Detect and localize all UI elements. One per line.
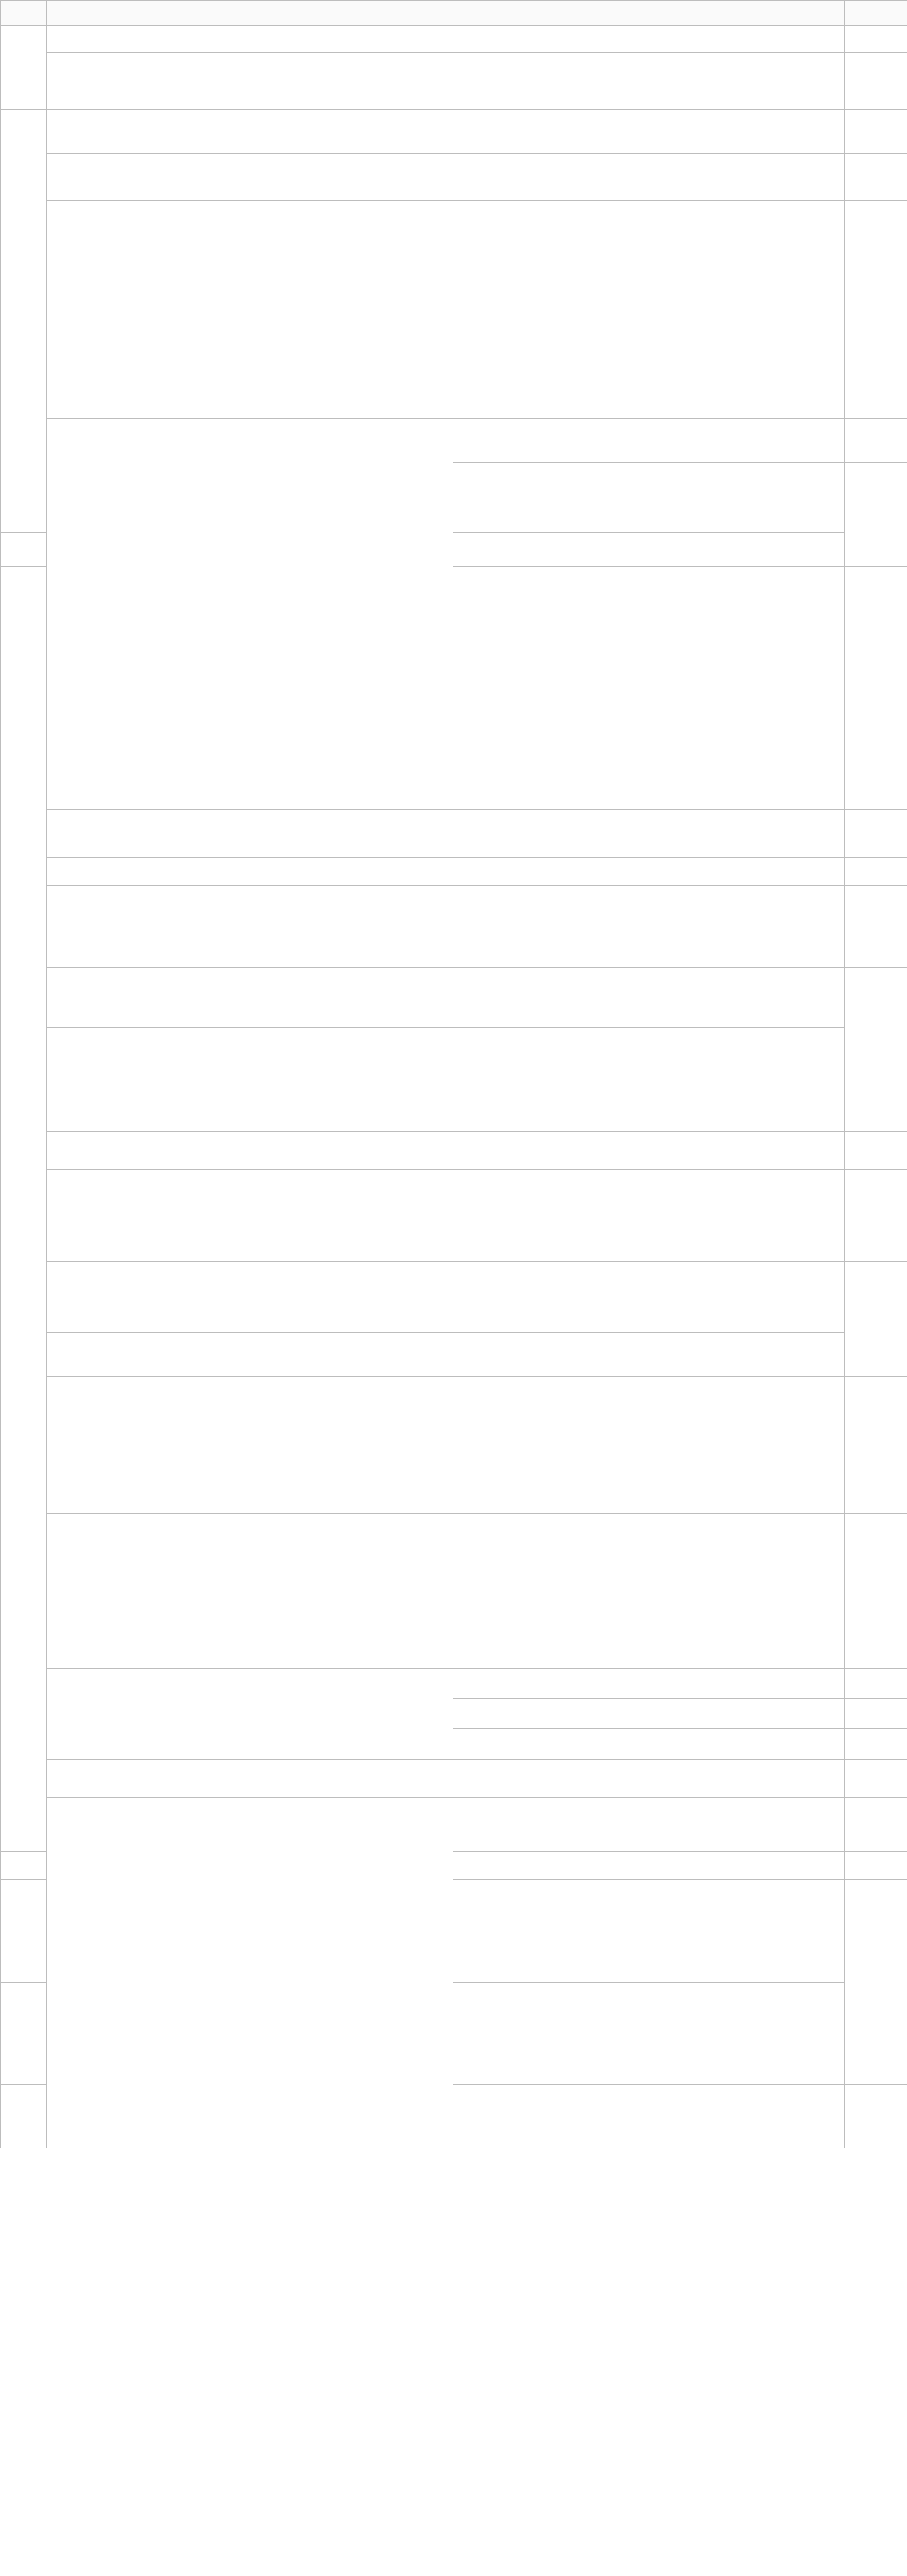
old-provision-cell — [1, 499, 47, 533]
category-cell — [1, 110, 47, 499]
table-row — [1, 154, 907, 201]
old-provision-cell — [47, 201, 454, 419]
table-row — [1, 858, 907, 886]
new-provision-cell — [454, 533, 845, 567]
change-type-cell — [845, 2085, 907, 2118]
category-cell — [47, 1760, 454, 1798]
new-provision-cell — [454, 1852, 845, 1880]
table-row — [1, 968, 907, 1028]
new-provision-cell — [454, 1377, 845, 1514]
old-provision-cell — [454, 419, 845, 463]
header-current-revision — [454, 1, 845, 26]
table-row — [1, 1333, 907, 1377]
category-cell — [1, 630, 47, 1852]
change-type-cell — [845, 1170, 907, 1262]
old-provision-cell — [47, 671, 454, 701]
table-row — [1, 1262, 907, 1333]
table-row — [1, 886, 907, 968]
table-row — [1, 1669, 907, 1699]
table-row — [1, 810, 907, 858]
table-row — [1, 780, 907, 810]
change-type-cell — [845, 858, 907, 886]
change-type-cell — [845, 154, 907, 201]
old-provision-cell — [454, 463, 845, 499]
change-type-cell — [845, 1880, 907, 2085]
new-provision-cell — [454, 110, 845, 154]
change-type-cell — [845, 1852, 907, 1880]
old-provision-cell — [454, 1699, 845, 1729]
change-type-cell — [845, 567, 907, 630]
change-type-cell — [845, 499, 907, 567]
change-type-cell — [845, 1377, 907, 1514]
old-provision-cell — [47, 1056, 454, 1132]
old-provision-cell — [454, 1798, 845, 1852]
table-row — [1, 2118, 907, 2148]
old-provision-cell — [47, 1132, 454, 1170]
change-type-cell — [845, 201, 907, 419]
change-type-cell — [845, 53, 907, 110]
change-type-cell — [845, 2118, 907, 2148]
header-row — [1, 1, 907, 26]
old-provision-cell — [1, 1983, 47, 2085]
table-row — [1, 671, 907, 701]
change-type-cell — [845, 701, 907, 780]
new-provision-cell — [845, 1729, 907, 1760]
new-provision-cell — [454, 1514, 845, 1669]
new-provision-cell — [845, 630, 907, 671]
new-provision-cell — [454, 26, 845, 53]
change-type-cell — [845, 1056, 907, 1132]
old-provision-cell — [47, 886, 454, 968]
old-provision-cell — [1, 1880, 47, 1983]
new-provision-cell — [454, 1056, 845, 1132]
new-provision-cell — [845, 1699, 907, 1729]
new-provision-cell — [454, 1028, 845, 1056]
old-provision-cell — [47, 53, 454, 110]
new-provision-cell — [454, 858, 845, 886]
header-category — [1, 1, 47, 26]
change-type-cell — [845, 1132, 907, 1170]
old-provision-cell — [47, 154, 454, 201]
table-row — [1, 1170, 907, 1262]
old-provision-cell — [1, 533, 47, 567]
new-provision-cell — [454, 1983, 845, 2085]
category-cell — [1, 26, 47, 110]
old-provision-cell — [47, 780, 454, 810]
change-type-cell — [845, 968, 907, 1056]
old-provision-cell — [454, 630, 845, 671]
old-provision-cell — [47, 110, 454, 154]
category-cell — [1, 2118, 47, 2148]
table-row — [1, 26, 907, 53]
old-provision-cell — [454, 1729, 845, 1760]
new-provision-cell — [454, 2085, 845, 2118]
old-provision-cell — [454, 1760, 845, 1798]
table-row — [1, 53, 907, 110]
new-provision-cell — [454, 701, 845, 780]
table-row — [1, 1798, 907, 1852]
table-row — [1, 1760, 907, 1798]
old-provision-cell — [47, 701, 454, 780]
new-provision-cell — [454, 567, 845, 630]
table-row — [1, 1377, 907, 1514]
change-type-cell — [845, 26, 907, 53]
new-provision-cell — [454, 671, 845, 701]
change-type-cell — [845, 886, 907, 968]
change-type-cell — [845, 671, 907, 701]
old-provision-cell — [47, 1262, 454, 1333]
table-row — [1, 1028, 907, 1056]
new-provision-cell — [454, 1132, 845, 1170]
new-provision-cell — [454, 1880, 845, 1983]
old-provision-cell — [47, 1514, 454, 1669]
new-provision-cell — [454, 780, 845, 810]
change-type-cell — [845, 780, 907, 810]
new-provision-cell — [454, 499, 845, 533]
table-row — [1, 1056, 907, 1132]
category-cell — [47, 1798, 454, 2118]
new-provision-cell — [454, 2118, 845, 2148]
table-row — [1, 110, 907, 154]
new-provision-cell — [454, 1262, 845, 1333]
new-provision-cell — [454, 201, 845, 419]
table-row — [1, 1132, 907, 1170]
change-type-cell — [845, 1514, 907, 1669]
new-provision-cell — [454, 968, 845, 1028]
new-provision-cell — [454, 886, 845, 968]
new-provision-cell — [454, 154, 845, 201]
old-provision-cell — [47, 858, 454, 886]
new-provision-cell — [454, 810, 845, 858]
old-provision-cell — [47, 1170, 454, 1262]
old-provision-cell — [47, 1333, 454, 1377]
category-cell — [47, 1669, 454, 1760]
table-row — [1, 1514, 907, 1669]
change-type-cell — [845, 810, 907, 858]
old-provision-cell — [47, 810, 454, 858]
old-provision-cell — [47, 968, 454, 1028]
old-provision-cell — [47, 2118, 454, 2148]
old-provision-cell — [1, 567, 47, 630]
old-provision-cell — [454, 1669, 845, 1699]
category-cell — [47, 419, 454, 671]
table-row — [1, 201, 907, 419]
old-provision-cell — [47, 1377, 454, 1514]
new-provision-cell — [454, 1333, 845, 1377]
new-provision-cell — [845, 1798, 907, 1852]
new-provision-cell — [845, 1760, 907, 1798]
new-provision-cell — [845, 419, 907, 463]
old-provision-cell — [47, 26, 454, 53]
new-provision-cell — [845, 463, 907, 499]
new-provision-cell — [454, 1170, 845, 1262]
new-provision-cell — [454, 53, 845, 110]
header-change-type — [845, 1, 907, 26]
table-row — [1, 419, 907, 463]
old-provision-cell — [47, 1028, 454, 1056]
header-2021-version — [47, 1, 454, 26]
change-type-cell — [845, 1262, 907, 1377]
table-row — [1, 701, 907, 780]
change-type-cell — [845, 110, 907, 154]
new-provision-cell — [845, 1669, 907, 1699]
old-provision-cell — [1, 2085, 47, 2118]
old-provision-cell — [1, 1852, 47, 1880]
